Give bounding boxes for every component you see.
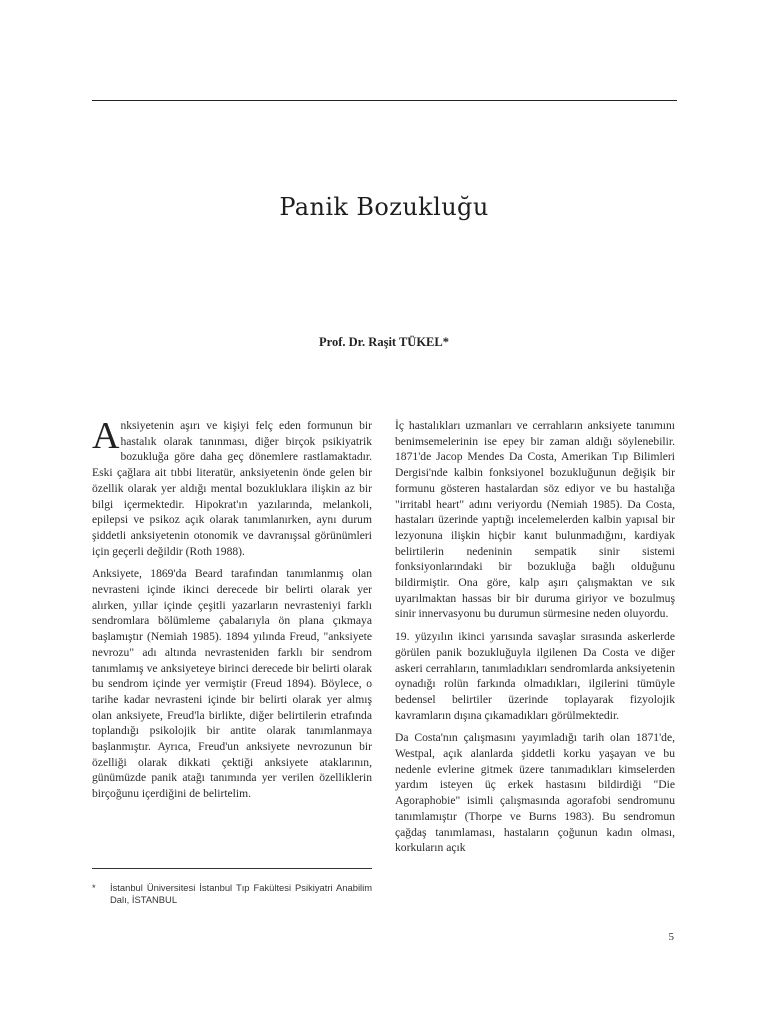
left-column — [92, 415, 372, 809]
footnote-rule — [92, 868, 372, 869]
footnote — [92, 882, 372, 906]
right-column — [395, 418, 675, 863]
paragraph-text: nksiyetenin aşırı ve kişiyi felç eden formunun bir hastalık olarak tanınması, diğer birçok psikiyatrik bozukluğa göre daha geç dönemlere rastlamaktadır. Eski çağlara ait tıbbi literatür, anksiyetenin önde gelen bir özellik olarak yer aldığı mental bozukluklara ilişkin az bir bilgi içermektedir. Hipokrat'ın yazılarında, melankoli, epilepsi ve psikoz açık olarak tanımlanırken, aynı durum şiddetli anksiyetenin otonomik ve davranışsal görünümleri için geçerli değildir (Roth 1988). — [92, 419, 372, 558]
footnote-marker: * — [92, 882, 96, 893]
article-title: Panik Bozukluğu — [279, 193, 489, 221]
paragraph — [92, 415, 372, 559]
paragraph: İç hastalıkları uzmanları ve cerrahların anksiyete tanımını benimsemelerinin ise epey bir zaman aldığı söylenebilir. 1871'de Jacop Mendes Da Costa, Amerikan Tıp Bilimleri Dergisi'nde kalbin fonksiyonel bozukluğunun değişik bir formunu gösteren hastalardan söz ediyor ve bu hastalığa "irritabl heart" adını veriyordu (Nemiah 1985). Da Costa, hastaları üzerinde yaptığı incelemelerden kalbin yapısal bir lezyonuna ilişkin hiçbir kanıt bulunmadığını, kardiyak belirtilerin nedeninin sempatik sinir sistemi fonksiyonlarındaki bir bozukluğa bağlı olduğunu bildirmiştir. Ona göre, kalp aşırı çalışmaktan ve sık uyarılmaktan hassas bir bir duruma giriyor ve bozulmuş sinir innervasyonu bu durumun sürmesine neden oluyordu. — [395, 419, 675, 621]
drop-cap: A — [92, 415, 120, 457]
paragraph: 19. yüzyılın ikinci yarısında savaşlar sırasında askerlerde görülen panik bozukluğuyla ilgilenen Da Costa ve diğer askeri cerrahların, tanımladıkları sendromlarda anksiyetenin oynadığı rolün farkında olmadıkları, ilgilerini tümüyle bedensel belirtiler üzerinde toplayarak fizyolojik kavramların dışına çıkamadıkları görülmektedir. — [395, 630, 675, 722]
paragraph: Anksiyete, 1869'da Beard tarafından tanımlanmış olan nevrasteni içinde ikinci derecede bir belirti olarak yer alırken, yıllar içinde çeşitli yazarların nevrasteniyi farklı sendromlara bölümleme çabalarıyla ön plana çıkmaya başlamıştır (Nemiah 1985). 1894 yılında Freud, "anksiyete nevrozu" adı altında nevrasteniden farklı bir sendrom tanımlamış ve anksiyeteye birinci derecede bir belirti olarak bu sendrom içinde yer vermiştir (Freud 1894). Böylece, o tarihe kadar nevrasteni içinde bir belirti olarak yer almış olan anksiyete, Freud'la birlikte, diğer belirtilerin etrafında toplandığı psikolojik bir antite olarak tanımlanmaya başlanmıştır. Ayrıca, Freud'un anksiyete nevrozunun bir özelliği olarak dikkati çektiği anksiyete ataklarının, günümüzde panik atağı tanımında yer verilen özelliklerin birçoğunu içerdiğini de belirtelim. — [92, 567, 372, 801]
paragraph: Da Costa'nın çalışmasını yayımladığı tarih olan 1871'de, Westpal, açık alanlarda şiddetli korku yaşayan ve bu nedenle evlerine gitmek üzere tanımadıkları kimselerden yardım isteyen üç erkek hastasını bildirdiği "Die Agoraphobie" isimli çalışmasında agorafobi sendromunu tanımlamıştır (Thorpe ve Burns 1983). Bu sendromun çağdaş tanımlaması, hastaların çoğunun kadın olması, korkuların açık — [395, 731, 675, 855]
author-line: Prof. Dr. Raşit TÜKEL* — [319, 335, 449, 349]
footnote-text: İstanbul Üniversitesi İstanbul Tıp Fakültesi Psikiyatri Anabilim Dalı, İSTANBUL — [110, 882, 372, 905]
top-rule — [92, 100, 677, 101]
page-number: 5 — [668, 931, 674, 943]
